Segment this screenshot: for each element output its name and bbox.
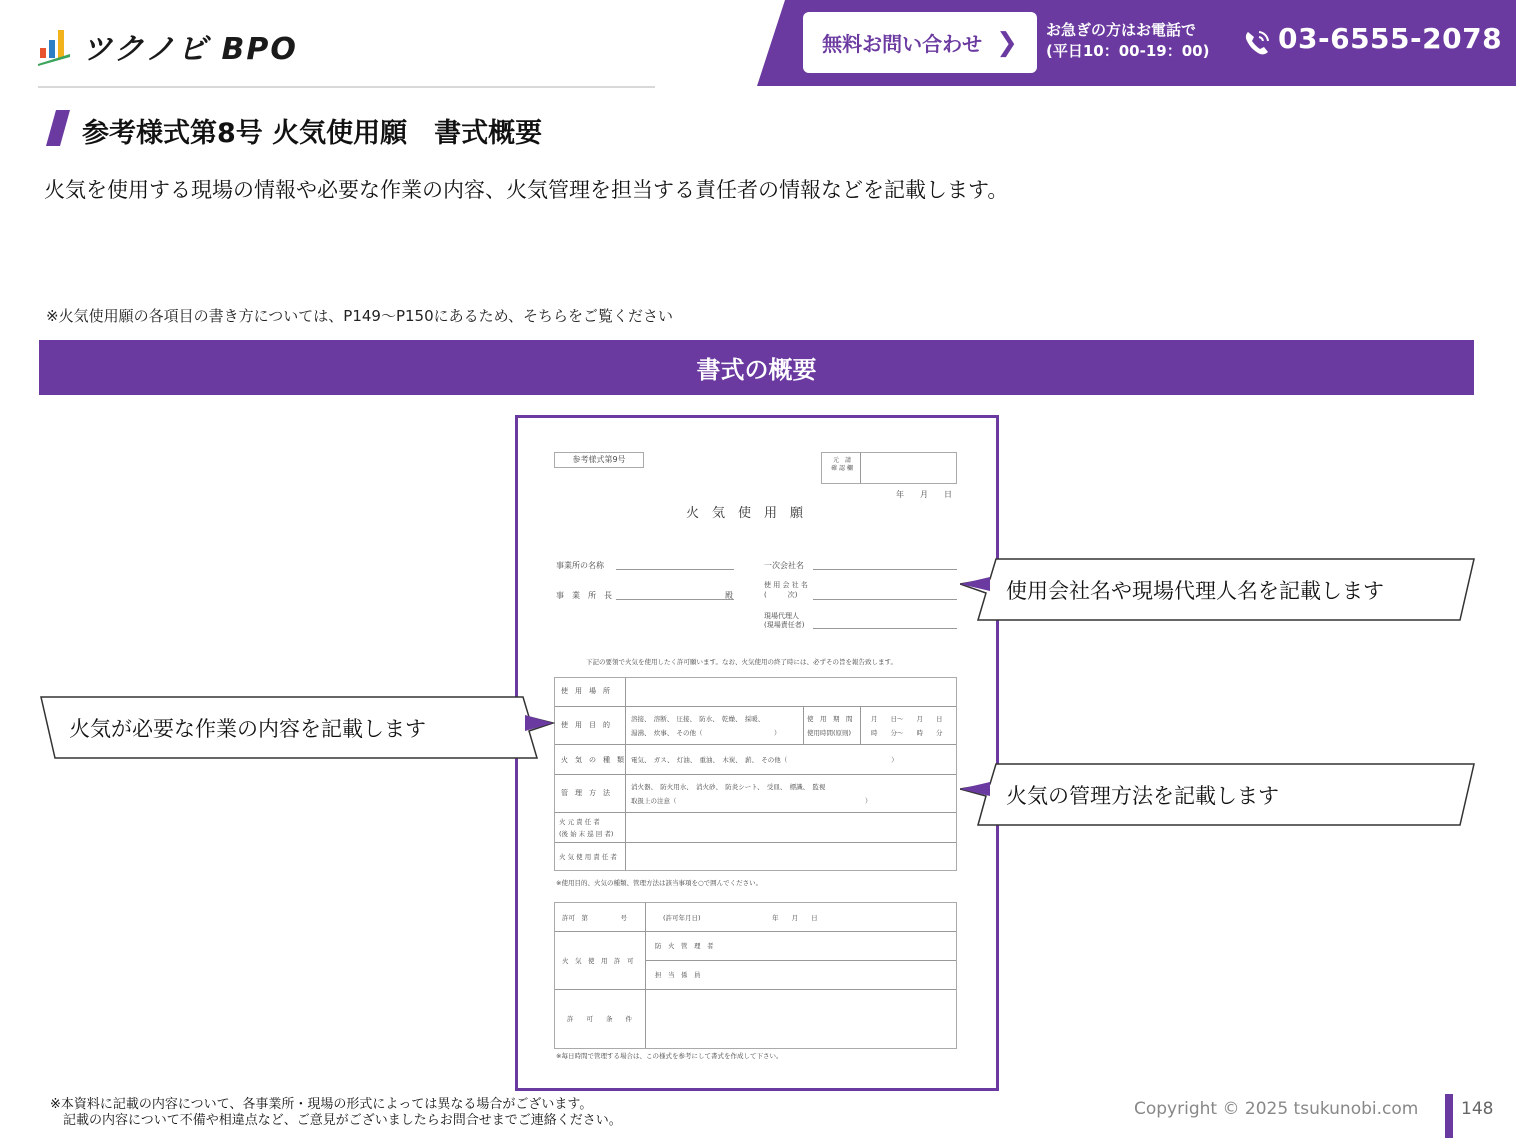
form-row-content: 溶接、 溶断、 圧接、 防水、 乾燥、 採暖、 湯沸、 炊事、 その他（ ） [631, 715, 781, 737]
form-conditions: 許 可 条 件 [567, 1015, 632, 1023]
form-period-value: 月 日〜 月 日 時 分〜 時 分 [871, 715, 943, 737]
form-right-field: 現場代理人 (現場責任者) [764, 612, 805, 629]
tel-number[interactable]: 03-6555-2078 [1278, 22, 1503, 55]
chevron-right-icon: ❯ [996, 27, 1018, 58]
form-row-label: 使 用 目 的 [561, 721, 610, 729]
form-row-label: 使 用 場 所 [561, 687, 610, 695]
page-note: ※火気使用願の各項目の書き方については、P149〜P150にあるため、そちらをご覧ください [46, 307, 674, 325]
form-row-label: 管 理 方 法 [561, 789, 610, 797]
form-right-field: 使 用 会 社 名 ( 次) [764, 581, 808, 599]
form-row-content: 消火器、 防火用水、 消火砂、 防炎シート、 受皿、 標識、 監視 取扱上の注意（ ） [631, 783, 872, 805]
title-accent [46, 110, 70, 146]
form-permit-no: 許可 第 号 [562, 914, 627, 922]
form-permit-table [554, 902, 957, 1049]
form-intro: 下記の要領で火気を使用したく許可願います。なお、火気使用の終了時には、必ずその旨を報告致します。 [586, 658, 897, 666]
phone-icon [1242, 28, 1272, 58]
form-period-label: 使 用 期 間 使用時間(原則) [807, 715, 853, 737]
footer-note [50, 1097, 622, 1129]
form-left-field: 事 業 所 長 [556, 591, 612, 600]
callout-text: 火気が必要な作業の内容を記載します [69, 717, 426, 741]
page-number-accent [1445, 1094, 1453, 1138]
form-fire-manager: 防 火 管 理 者 [655, 942, 714, 950]
callout-management-method [960, 762, 1476, 827]
tel-note-line1: お急ぎの方はお電話で [1046, 21, 1197, 39]
section-banner-label: 書式の概要 [696, 356, 817, 384]
logo-text: ツクノビ BPO [82, 32, 298, 67]
form-date: 年 月 日 [896, 490, 952, 499]
form-dono: 殿 [725, 591, 733, 600]
contact-button-label: 無料お問い合わせ [822, 32, 983, 56]
contact-button[interactable] [803, 12, 1037, 73]
section-banner [39, 340, 1474, 395]
form-row-label: 火 気 の 種 類 [561, 756, 624, 764]
form-row-label: 火 元 責 任 者 (後 始 末 巡 回 者) [559, 818, 614, 838]
form-staff: 担 当 係 員 [655, 971, 701, 979]
form-left-field: 事業所の名称 [556, 561, 604, 570]
form-preview [515, 415, 999, 1091]
form-table-note: ※使用目的、火気の種類、管理方法は該当事項を○で囲んでください。 [556, 879, 763, 887]
form-permit-date: (許可年月日) 年 月 日 [663, 914, 818, 922]
callout-text: 使用会社名や現場代理人名を記載します [1006, 579, 1384, 603]
form-label-box: 参考様式第9号 [554, 452, 644, 468]
form-table [554, 677, 957, 871]
form-row-content: 電気、 ガス、 灯油、 重油、 木炭、 薪、 その他（ ） [631, 756, 898, 764]
footer-note-line1: ※本資料に記載の内容について、各事業所・現場の形式によっては異なる場合がございます。 [50, 1097, 593, 1112]
form-right-field: 一次会社名 [764, 561, 804, 570]
page-description: 火気を使用する現場の情報や必要な作業の内容、火気管理を担当する責任者の情報などを記載します。 [44, 178, 1009, 202]
logo[interactable] [38, 24, 338, 68]
page-title: 参考様式第8号 火気使用願 書式概要 [82, 118, 543, 149]
header-divider [38, 86, 655, 88]
logo-bars-icon [38, 26, 72, 66]
callout-text: 火気の管理方法を記載します [1006, 784, 1279, 808]
form-row-label: 火 気 使 用 責 任 者 [559, 853, 617, 861]
tel-note [1046, 20, 1209, 62]
callout-company-names [960, 557, 1476, 622]
page-number: 148 [1461, 1099, 1494, 1119]
tel-note-line2: (平日10：00-19：00) [1046, 42, 1210, 60]
form-confirm-label: 元 請 確 認 欄 [831, 457, 853, 472]
form-title: 火 気 使 用 願 [686, 506, 804, 521]
copyright: Copyright © 2025 tsukunobi.com [1134, 1099, 1419, 1119]
callout-work-content [39, 695, 555, 760]
form-bottom-note: ※毎日時間で管理する場合は、この様式を参考にして書式を作成して下さい。 [556, 1052, 783, 1060]
form-permit-label: 火 気 使 用 許 可 [562, 957, 634, 965]
form-confirm-box [821, 452, 957, 484]
footer-note-line2: 記載の内容について不備や相違点など、ご意見がございましたらお問合せまでご連絡ください。 [50, 1113, 622, 1128]
